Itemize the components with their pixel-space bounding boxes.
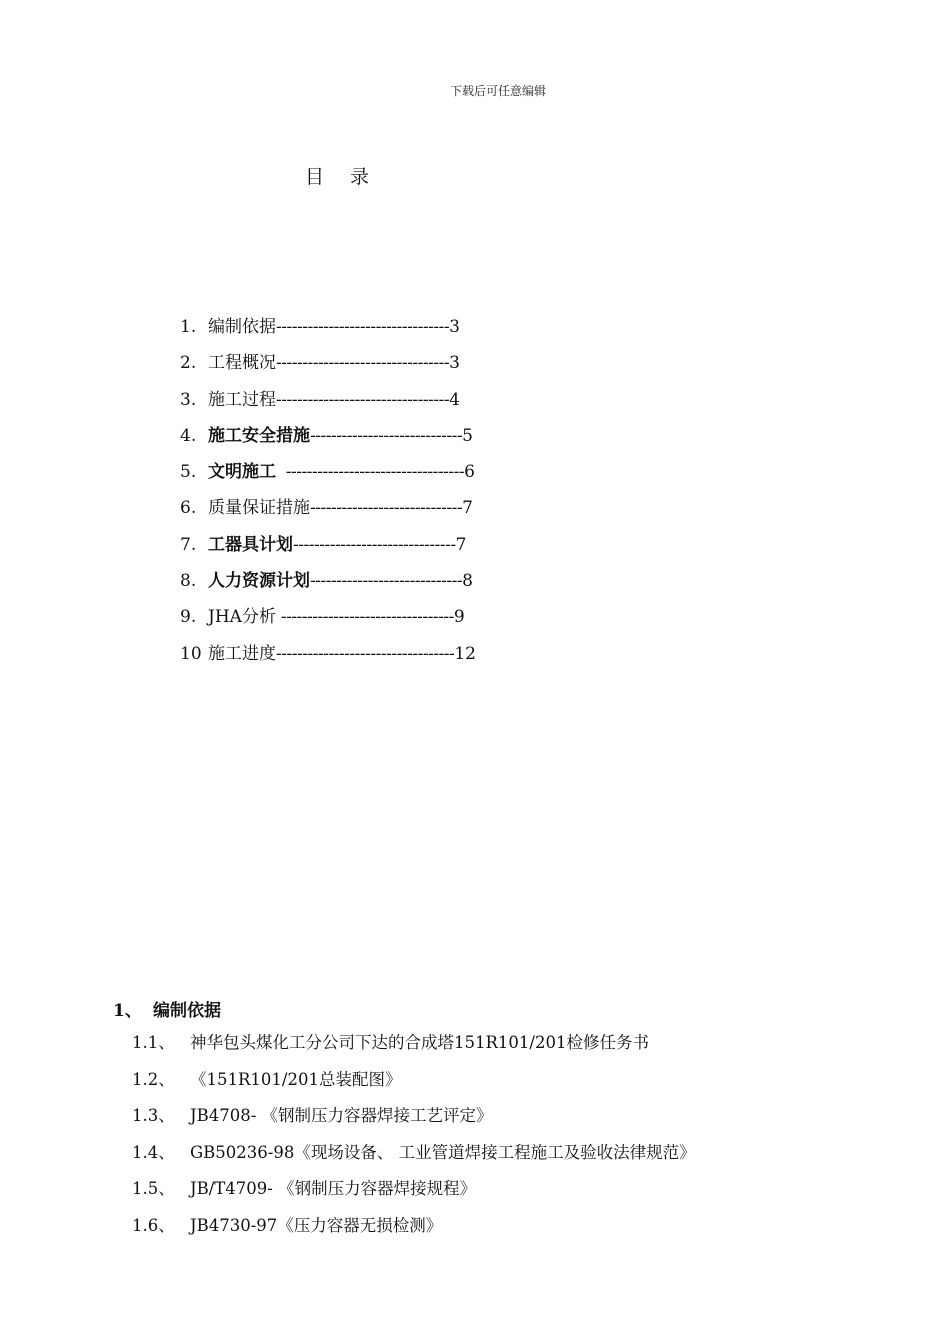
ref-text: JB/T4709- 《钢制压力容器焊接规程》 [190, 1179, 477, 1199]
section-title: 编制依据 [153, 1001, 221, 1021]
toc-item-title: JHA分析 [208, 607, 276, 628]
section-heading [113, 996, 221, 1021]
toc-item-page: 8 [462, 571, 473, 592]
toc-leader: --------------------------------- [275, 607, 454, 628]
toc-item[interactable] [180, 604, 476, 640]
toc-item-title: 施工安全措施 [208, 425, 310, 446]
ref-text: JB4708- 《钢制压力容器焊接工艺评定》 [190, 1106, 493, 1126]
toc-item-title: 工器具计划 [208, 534, 293, 555]
toc-item-title: 工程概况 [208, 353, 276, 374]
toc-leader: --------------------------------- [276, 317, 450, 337]
ref-text: 《151R101/201总装配图》 [190, 1069, 402, 1089]
toc-item-number: 4. [180, 425, 197, 446]
toc-leader: ---------------------------------- [276, 462, 465, 483]
list-item [132, 1176, 696, 1213]
list-item [132, 1213, 696, 1250]
toc-item[interactable] [180, 568, 476, 604]
toc-item-number: 9. [180, 607, 197, 628]
ref-text: JB4730-97《压力容器无损检测》 [190, 1215, 443, 1235]
toc-item-number: 5. [180, 462, 197, 483]
toc-item-title: 文明施工 [208, 462, 276, 483]
toc-leader: ---------------------------------- [276, 643, 455, 664]
toc-item-title: 施工过程 [208, 389, 276, 410]
toc-item-page: 3 [449, 317, 460, 337]
list-item [132, 1103, 696, 1140]
toc-leader: --------------------------------- [276, 353, 450, 374]
ref-number: 1.4、 [132, 1142, 175, 1162]
toc-item[interactable] [180, 314, 476, 350]
toc-item[interactable] [180, 459, 476, 495]
section-number: 1、 [113, 1001, 142, 1021]
toc-leader: ----------------------------- [310, 425, 463, 446]
ref-number: 1.3、 [132, 1106, 175, 1126]
toc-item-page: 5 [462, 425, 473, 446]
toc-item-number: 8. [180, 571, 197, 592]
reference-list [132, 1030, 696, 1250]
list-item [132, 1140, 696, 1177]
toc-item-title: 质量保证措施 [208, 498, 310, 519]
ref-text: 神华包头煤化工分公司下达的合成塔151R101/201检修任务书 [190, 1033, 649, 1052]
table-of-contents [180, 314, 476, 677]
toc-leader: ------------------------------- [293, 534, 456, 555]
page-header-note: 下载后可任意编辑 [449, 84, 546, 98]
list-item [132, 1067, 696, 1104]
toc-title [305, 162, 371, 189]
toc-item-title: 人力资源计划 [208, 571, 310, 592]
toc-item[interactable] [180, 387, 476, 423]
toc-item-number: 7. [180, 534, 197, 555]
ref-number: 1.1、 [132, 1033, 175, 1052]
toc-item-page: 6 [464, 462, 475, 483]
toc-item-number: 10 [180, 643, 202, 664]
list-item [132, 1030, 696, 1067]
toc-item-page: 4 [449, 389, 460, 410]
toc-item[interactable] [180, 532, 476, 568]
ref-number: 1.2、 [132, 1069, 175, 1089]
toc-item[interactable] [180, 641, 476, 677]
toc-item-page: 9 [453, 607, 465, 628]
toc-item[interactable] [180, 495, 476, 531]
ref-number: 1.5、 [132, 1179, 175, 1199]
toc-leader: --------------------------------- [276, 389, 450, 410]
toc-title-right: 录 [350, 166, 372, 188]
toc-item-title: 施工进度 [208, 643, 276, 664]
toc-leader: ----------------------------- [310, 571, 463, 592]
ref-number: 1.6、 [132, 1215, 175, 1235]
toc-title-left: 目 [305, 166, 327, 188]
toc-item-page: 7 [455, 534, 467, 555]
toc-item-number: 2. [180, 353, 197, 374]
toc-item[interactable] [180, 423, 476, 459]
toc-item-title: 编制依据 [208, 317, 276, 337]
toc-item-page: 3 [449, 353, 460, 374]
toc-item-number: 6. [180, 498, 197, 519]
toc-item-number: 1. [180, 317, 197, 337]
toc-leader: ----------------------------- [310, 498, 463, 519]
toc-item-number: 3. [180, 389, 197, 410]
ref-text: GB50236-98《现场设备、 工业管道焊接工程施工及验收法律规范》 [190, 1142, 696, 1162]
toc-item[interactable] [180, 350, 476, 386]
toc-item-page: 7 [462, 498, 473, 519]
toc-item-page: 12 [454, 643, 476, 664]
